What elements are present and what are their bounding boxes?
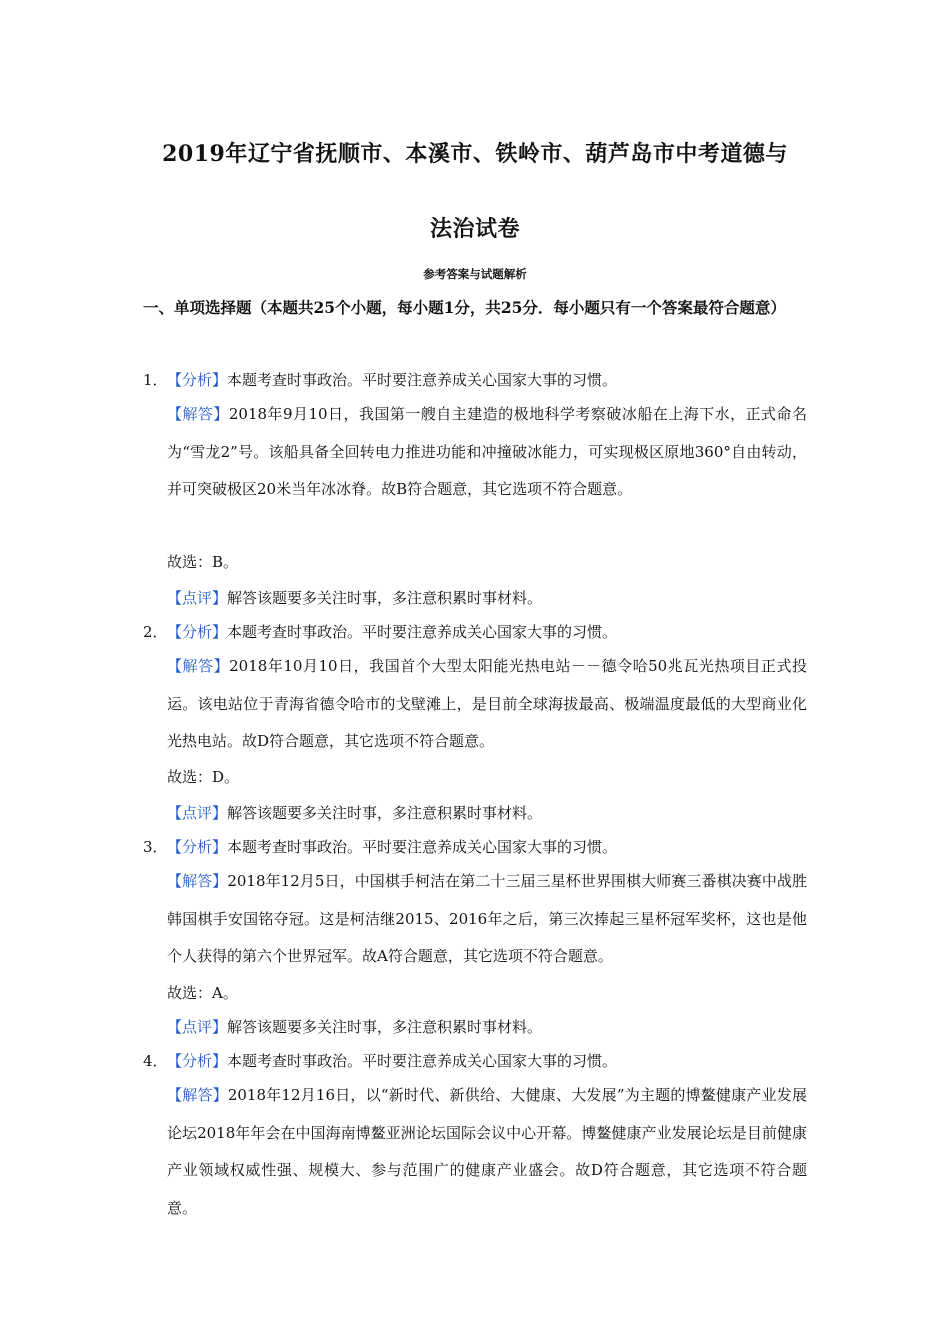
choice-line: 故选：B。 [167, 553, 239, 571]
analysis-tag: 【分析】 [167, 838, 228, 856]
analysis-text: 本题考查时事政治。平时要注意养成关心国家大事的习惯。 [227, 838, 618, 856]
analysis-text: 本题考查时事政治。平时要注意养成关心国家大事的习惯。 [227, 623, 618, 641]
answer-paragraph [167, 648, 807, 761]
comment-text: 解答该题要多关注时事，多注意积累时事材料。 [227, 1018, 543, 1036]
answer-text: 2018年12月5日，中国棋手柯洁在第二十三届三星杯世界围棋大师赛三番棋决赛中战胜韩国棋手安国铭夺冠。这是柯洁继2015、2016年之后，第三次捧起三星杯冠军奖杯，这也是他个人获得的第六个世界冠军。故A符合题意，其它选项不符合题意。 [167, 872, 807, 965]
comment-line [167, 587, 542, 608]
answer-tag: 【解答】 [167, 405, 229, 423]
comment-tag: 【点评】 [167, 804, 228, 822]
analysis-line [167, 1050, 617, 1071]
answer-paragraph [167, 863, 807, 976]
analysis-text: 本题考查时事政治。平时要注意养成关心国家大事的习惯。 [227, 371, 618, 389]
question-number: 3． [143, 838, 168, 856]
choice-line: 故选：D。 [167, 768, 240, 786]
analysis-text: 本题考查时事政治。平时要注意养成关心国家大事的习惯。 [227, 1052, 618, 1070]
answer-text: 2018年9月10日，我国第一艘自主建造的极地科学考察破冰船在上海下水，正式命名为“雪龙2”号。该船具备全回转电力推进功能和冲撞破冰能力，可实现极区原地360°自由转动，并可突破极区20米当年冰冰脊。故B符合题意，其它选项不符合题意。 [167, 405, 807, 498]
comment-text: 解答该题要多关注时事，多注意积累时事材料。 [227, 589, 543, 607]
answer-paragraph [167, 396, 807, 509]
analysis-line [167, 369, 617, 390]
answer-tag: 【解答】 [167, 872, 228, 890]
comment-line [167, 802, 542, 823]
analysis-tag: 【分析】 [167, 623, 228, 641]
comment-text: 解答该题要多关注时事，多注意积累时事材料。 [227, 804, 543, 822]
document-title-line-1: 2019年辽宁省抚顺市、本溪市、铁岭市、葫芦岛市中考道德与 [162, 141, 788, 167]
answer-paragraph [167, 1077, 807, 1227]
analysis-line [167, 621, 617, 642]
question-number: 1． [143, 371, 168, 389]
analysis-tag: 【分析】 [167, 1052, 228, 1070]
comment-tag: 【点评】 [167, 1018, 228, 1036]
answer-tag: 【解答】 [167, 1086, 228, 1104]
comment-line [167, 1016, 542, 1037]
answer-tag: 【解答】 [167, 657, 230, 675]
section-heading: 一、单项选择题（本题共25个小题，每小题1分，共25分．每小题只有一个答案最符合题意） [143, 298, 786, 317]
comment-tag: 【点评】 [167, 589, 228, 607]
question-number: 4． [143, 1052, 168, 1070]
question-number: 2． [143, 623, 168, 641]
answer-text: 2018年12月16日，以“新时代、新供给、大健康、大发展”为主题的博鳌健康产业发展论坛2018年年会在中国海南博鳌亚洲论坛国际会议中心开幕。博鳌健康产业发展论坛是目前健康产业领域权威性强、规模大、参与范围广的健康产业盛会。故D符合题意，其它选项不符合题意。 [167, 1086, 807, 1217]
choice-line: 故选：A。 [167, 984, 238, 1002]
answer-text: 2018年10月10日，我国首个大型太阳能光热电站－－德令哈50兆瓦光热项目正式投运。该电站位于青海省德令哈市的戈壁滩上，是目前全球海拔最高、极端温度最低的大型商业化光热电站。故D符合题意，其它选项不符合题意。 [167, 657, 807, 750]
document-subtitle: 参考答案与试题解析 [423, 267, 527, 281]
analysis-tag: 【分析】 [167, 371, 228, 389]
document-title-line-2: 法治试卷 [429, 216, 520, 242]
analysis-line [167, 836, 617, 857]
